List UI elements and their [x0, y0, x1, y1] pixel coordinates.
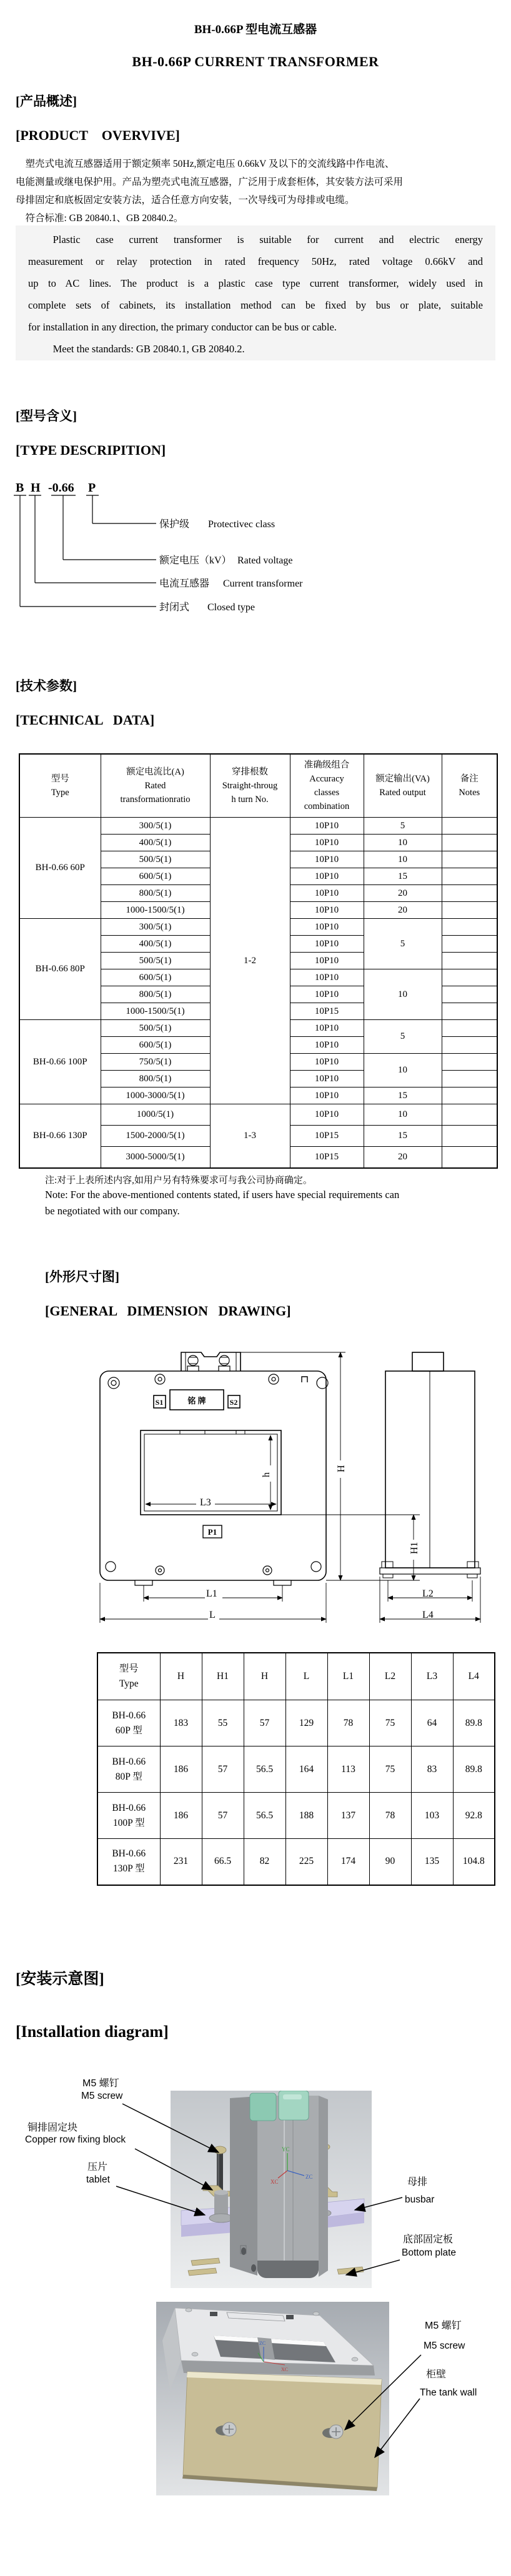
cell-notes — [442, 1054, 497, 1071]
cell-accuracy: 10P15 — [290, 1003, 364, 1020]
heading-type-desc-en: [TYPE DESCRIPITION] — [16, 442, 166, 458]
cell-dimension-value: 57 — [244, 1700, 285, 1746]
svg-text:YC: YC — [282, 2146, 290, 2152]
cell-dimension-value: 64 — [411, 1700, 453, 1746]
legend-closed-zh: 封闭式 — [159, 602, 190, 613]
cell-ratio: 600/5(1) — [101, 868, 210, 885]
label-m5-screw-en-1: M5 screw — [81, 2091, 123, 2101]
cell-accuracy: 10P10 — [290, 969, 364, 986]
cell-accuracy: 10P10 — [290, 868, 364, 885]
cell-dimension-value: 89.8 — [453, 1746, 495, 1793]
paragraph-line: Note: For the above-mentioned contents stated, if users have special requirements can — [45, 1189, 400, 1201]
cell-type: BH-0.66 100P 型 — [97, 1793, 160, 1839]
technical-table-header: 穿排根数 Straight-throug h turn No. — [210, 754, 290, 818]
cell-type: BH-0.66 80P 型 — [97, 1746, 160, 1793]
cell-accuracy: 10P10 — [290, 1037, 364, 1054]
cell-ratio: 400/5(1) — [101, 936, 210, 953]
heading-dimension-zh: [外形尺寸图] — [45, 1269, 119, 1284]
label-bottom-plate-zh: 底部固定板 — [402, 2231, 454, 2246]
cell-ratio: 300/5(1) — [101, 919, 210, 936]
cell-accuracy: 10P10 — [290, 953, 364, 969]
cell-ratio: 500/5(1) — [101, 953, 210, 969]
dimension-table-header: L3 — [411, 1653, 453, 1700]
technical-table-header: 额定输出(VA) Rated output — [364, 754, 442, 818]
cell-dimension-value: 135 — [411, 1839, 453, 1885]
dimension-table-header: 型号 Type — [97, 1653, 160, 1700]
cell-output: 20 — [364, 902, 442, 919]
dimension-table-header: L1 — [327, 1653, 369, 1700]
technical-table-header: 准确级组合 Accuracy classes combination — [290, 754, 364, 818]
cell-ratio: 1000/5(1) — [101, 1104, 210, 1126]
cell-output: 5 — [364, 919, 442, 969]
side-view — [380, 1352, 480, 1578]
cell-accuracy: 10P10 — [290, 835, 364, 851]
technical-table-wrap — [19, 753, 498, 1169]
heading-technical-en: [TECHNICAL DATA] — [16, 712, 155, 728]
technical-table-header: 额定电流比(A) Rated transformationratio — [101, 754, 210, 818]
cell-accuracy: 10P10 — [290, 1020, 364, 1037]
cell-accuracy: 10P10 — [290, 919, 364, 936]
paragraph-line: for installation in any direction, the primary conductor can be bus or cable. — [28, 321, 337, 333]
cell-type: BH-0.66 60P 型 — [97, 1700, 160, 1746]
cell-ratio: 400/5(1) — [101, 835, 210, 851]
cell-notes — [442, 851, 497, 868]
cell-dimension-value: 129 — [285, 1700, 327, 1746]
cell-output: 10 — [364, 969, 442, 1020]
dim-l: L — [209, 1610, 216, 1620]
dimension-table-header: L4 — [453, 1653, 495, 1700]
label-bottom-plate-en: Bottom plate — [402, 2247, 457, 2258]
table-row — [97, 1746, 495, 1793]
label-tank-wall-zh: 柜壁 — [425, 2366, 447, 2380]
overview-paragraph-zh — [16, 155, 497, 227]
legend-voltage-zh: 额定电压（kV） — [159, 555, 232, 566]
cell-type: BH-0.66 60P — [19, 818, 101, 919]
installation-image-busbar — [171, 2091, 372, 2288]
cell-dimension-value: 89.8 — [453, 1700, 495, 1746]
cell-ratio: 500/5(1) — [101, 851, 210, 868]
cell-accuracy: 10P10 — [290, 818, 364, 835]
cell-dimension-value: 75 — [369, 1746, 411, 1793]
legend-closed-en: Closed type — [207, 602, 255, 613]
table-note-en — [45, 1187, 482, 1219]
paragraph-line: complete sets of cabinets, its installation method can be fixed by bus or plate, suitable — [28, 299, 483, 311]
paragraph-line: 电能测量或继电保护用。产品为塑壳式电流互感器，广泛用于成套柜体，其安装方法可采用 — [16, 177, 404, 187]
cell-notes — [442, 1071, 497, 1087]
model-part-p: P — [88, 481, 96, 495]
cell-dimension-value: 82 — [244, 1839, 285, 1885]
label-m5-screw-zh-2: M5 螺钉 — [424, 2317, 463, 2332]
cell-accuracy: 10P10 — [290, 902, 364, 919]
dimension-table-header: L2 — [369, 1653, 411, 1700]
label-m5-screw-en-2: M5 screw — [424, 2341, 465, 2351]
cell-ratio: 1000-1500/5(1) — [101, 1003, 210, 1020]
cell-ratio: 300/5(1) — [101, 818, 210, 835]
dimension-table-header: H — [244, 1653, 285, 1700]
cell-output: 20 — [364, 1147, 442, 1168]
cell-ratio: 1000-1500/5(1) — [101, 902, 210, 919]
dim-h1: H1 — [409, 1542, 420, 1554]
dim-h-small: h — [261, 1472, 272, 1477]
p1-label: P1 — [207, 1527, 217, 1537]
cell-dimension-value: 56.5 — [244, 1746, 285, 1793]
cell-notes — [442, 1037, 497, 1054]
technical-table-header: 型号 Type — [19, 754, 101, 818]
heading-installation-en: [Installation diagram] — [16, 2023, 169, 2041]
cell-notes — [442, 1104, 497, 1126]
cell-dimension-value: 188 — [285, 1793, 327, 1839]
table-row — [97, 1793, 495, 1839]
cell-notes — [442, 902, 497, 919]
technical-table — [19, 753, 498, 1169]
cell-notes — [442, 919, 497, 936]
tank-wall-plate — [182, 2372, 382, 2491]
dim-l1: L1 — [206, 1588, 217, 1599]
legend-protective-en: Protectivec class — [208, 519, 275, 530]
front-view-case — [100, 1371, 326, 1580]
cell-turns: 1-2 — [210, 818, 290, 1104]
model-part-b: B — [16, 481, 24, 495]
cell-output: 10 — [364, 1054, 442, 1087]
legend-ct-zh: 电流互感器 — [159, 578, 210, 589]
cell-accuracy: 10P15 — [290, 1147, 364, 1168]
cell-notes — [442, 835, 497, 851]
cell-accuracy: 10P10 — [290, 851, 364, 868]
table-row — [19, 818, 497, 835]
cell-output: 20 — [364, 885, 442, 902]
label-copper-block-en: Copper row fixing block — [25, 2134, 126, 2145]
cell-ratio: 600/5(1) — [101, 969, 210, 986]
cell-type: BH-0.66 130P — [19, 1104, 101, 1168]
s2-label: S2 — [229, 1398, 238, 1407]
cell-ratio: 1000-3000/5(1) — [101, 1087, 210, 1104]
cell-output: 10 — [364, 835, 442, 851]
cell-dimension-value: 225 — [285, 1839, 327, 1885]
cell-dimension-value: 78 — [327, 1700, 369, 1746]
paragraph-line: Meet the standards: GB 20840.1, GB 20840.2. — [52, 343, 245, 355]
cell-output: 10 — [364, 851, 442, 868]
cell-accuracy: 10P10 — [290, 1071, 364, 1087]
cell-output: 5 — [364, 818, 442, 835]
table-row — [97, 1839, 495, 1885]
cell-notes — [442, 1147, 497, 1168]
cell-ratio: 750/5(1) — [101, 1054, 210, 1071]
transformer-body — [230, 2096, 328, 2278]
dim-l3: L3 — [200, 1497, 211, 1508]
cell-dimension-value: 57 — [202, 1746, 244, 1793]
cell-dimension-value: 174 — [327, 1839, 369, 1885]
dimension-table — [97, 1652, 495, 1886]
paragraph-line: measurement or relay protection in rated frequency 50Hz, rated voltage 0.66kV and — [28, 255, 483, 267]
cell-output: 15 — [364, 1087, 442, 1104]
model-part-voltage: -0.66 — [48, 481, 74, 495]
model-part-h: H — [31, 481, 41, 495]
s1-label: S1 — [155, 1398, 164, 1407]
cell-dimension-value: 57 — [202, 1793, 244, 1839]
svg-text:ZC: ZC — [259, 2341, 266, 2346]
cell-notes — [442, 953, 497, 969]
heading-dimension-en: [GENERAL DIMENSION DRAWING] — [45, 1303, 291, 1319]
cell-ratio: 800/5(1) — [101, 986, 210, 1003]
cell-accuracy: 10P10 — [290, 1104, 364, 1126]
cell-ratio: 1500-2000/5(1) — [101, 1126, 210, 1147]
paragraph-line: 塑壳式电流互感器适用于额定频率 50Hz,额定电压 0.66kV 及以下的交流线路中作电流、 — [16, 159, 395, 169]
cell-accuracy: 10P10 — [290, 1054, 364, 1071]
cell-ratio: 500/5(1) — [101, 1020, 210, 1037]
cell-dimension-value: 164 — [285, 1746, 327, 1793]
cell-accuracy: 10P10 — [290, 1087, 364, 1104]
paragraph-line: 符合标准: GB 20840.1、GB 20840.2。 — [16, 213, 184, 224]
paragraph-line: up to AC lines. The product is a plastic case type current transformer, widely used in — [28, 277, 483, 289]
cell-ratio: 800/5(1) — [101, 1071, 210, 1087]
dimension-table-header: L — [285, 1653, 327, 1700]
cell-dimension-value: 186 — [160, 1746, 202, 1793]
cell-notes — [442, 936, 497, 953]
dimension-table-wrap — [97, 1652, 495, 1886]
overview-paragraph-en — [16, 225, 495, 360]
paragraph-line: Plastic case current transformer is suitable for current and electric energy — [52, 234, 483, 245]
cell-dimension-value: 83 — [411, 1746, 453, 1793]
cell-dimension-value: 183 — [160, 1700, 202, 1746]
top-clamp — [250, 2091, 309, 2121]
heading-product-overview-en: [PRODUCT OVERVIVE] — [16, 127, 180, 143]
mounting-holes — [106, 1374, 328, 1575]
dimension-drawing — [94, 1343, 500, 1630]
paragraph-line: be negotiated with our company. — [45, 1205, 180, 1217]
cell-dimension-value: 56.5 — [244, 1793, 285, 1839]
cell-notes — [442, 1087, 497, 1104]
heading-technical-zh: [技术参数] — [16, 678, 77, 693]
cell-accuracy: 10P10 — [290, 986, 364, 1003]
cell-notes — [442, 1003, 497, 1020]
cell-notes — [442, 1020, 497, 1037]
legend-ct-en: Current transformer — [223, 578, 303, 589]
heading-product-overview-zh: [产品概述] — [16, 94, 77, 109]
cell-dimension-value: 55 — [202, 1700, 244, 1746]
cell-notes — [442, 986, 497, 1003]
cell-output: 15 — [364, 868, 442, 885]
cell-notes — [442, 868, 497, 885]
legend-voltage-en: Rated voltage — [237, 555, 293, 566]
cell-type: BH-0.66 100P — [19, 1020, 101, 1104]
cell-dimension-value: 113 — [327, 1746, 369, 1793]
cell-output: 10 — [364, 1104, 442, 1126]
technical-table-header: 备注 Notes — [442, 754, 497, 818]
cell-type: BH-0.66 80P — [19, 919, 101, 1020]
heading-type-desc-zh: [型号含义] — [16, 409, 77, 424]
table-note-zh: 注:对于上表所述内容,如用户另有特殊要求可与我公司协商确定。 — [45, 1176, 312, 1186]
front-feet — [135, 1580, 291, 1585]
cell-type: BH-0.66 130P 型 — [97, 1839, 160, 1885]
svg-text:XC: XC — [270, 2179, 279, 2185]
cell-notes — [442, 818, 497, 835]
cell-dimension-value: 78 — [369, 1793, 411, 1839]
dim-l2: L2 — [422, 1588, 434, 1599]
cell-dimension-value: 92.8 — [453, 1793, 495, 1839]
heading-installation-zh: [安装示意图] — [16, 1971, 104, 1988]
cell-dimension-value: 186 — [160, 1793, 202, 1839]
dim-h: H — [336, 1465, 347, 1472]
dimension-table-header: H — [160, 1653, 202, 1700]
table-row — [97, 1700, 495, 1746]
clamp-screws — [187, 1355, 230, 1371]
cell-accuracy: 10P10 — [290, 936, 364, 953]
cell-dimension-value: 103 — [411, 1793, 453, 1839]
label-busbar-en: busbar — [405, 2194, 435, 2205]
cell-accuracy: 10P10 — [290, 885, 364, 902]
label-copper-block-zh: 铜排固定块 — [26, 2119, 79, 2134]
cell-accuracy: 10P15 — [290, 1126, 364, 1147]
label-tablet-zh: 压片 — [86, 2159, 109, 2173]
cell-output: 5 — [364, 1020, 442, 1054]
dimension-table-header: H1 — [202, 1653, 244, 1700]
cell-dimension-value: 75 — [369, 1700, 411, 1746]
type-code-diagram — [12, 472, 331, 618]
paragraph-line: 母排固定和底板固定安装方法，适合任意方向安装，一次导线可为母排或电缆。 — [16, 195, 355, 206]
svg-text:XC: XC — [281, 2367, 289, 2372]
label-tank-wall-en: The tank wall — [420, 2387, 477, 2398]
dim-l4: L4 — [422, 1610, 434, 1620]
label-busbar-zh: 母排 — [406, 2174, 429, 2188]
cell-notes — [442, 885, 497, 902]
cell-dimension-value: 231 — [160, 1839, 202, 1885]
label-m5-screw-zh-1: M5 螺钉 — [81, 2075, 121, 2089]
cell-dimension-value: 90 — [369, 1839, 411, 1885]
table-row — [19, 1104, 497, 1126]
label-tablet-en: tablet — [86, 2174, 110, 2185]
installation-image-wall — [156, 2302, 389, 2495]
cell-ratio: 800/5(1) — [101, 885, 210, 902]
page-title-en: BH-0.66P CURRENT TRANSFORMER — [132, 54, 379, 69]
nameplate-label: 铭 牌 — [187, 1396, 206, 1405]
cell-turns: 1-3 — [210, 1104, 290, 1168]
cell-dimension-value: 66.5 — [202, 1839, 244, 1885]
page-title-zh: BH-0.66P 型电流互感器 — [194, 23, 317, 36]
cell-dimension-value: 137 — [327, 1793, 369, 1839]
cell-ratio: 600/5(1) — [101, 1037, 210, 1054]
cell-notes — [442, 969, 497, 986]
cell-output: 15 — [364, 1126, 442, 1147]
cell-dimension-value: 104.8 — [453, 1839, 495, 1885]
svg-text:ZC: ZC — [305, 2174, 313, 2180]
cell-ratio: 3000-5000/5(1) — [101, 1147, 210, 1168]
legend-protective-zh: 保护级 — [159, 519, 190, 530]
cell-notes — [442, 1126, 497, 1147]
